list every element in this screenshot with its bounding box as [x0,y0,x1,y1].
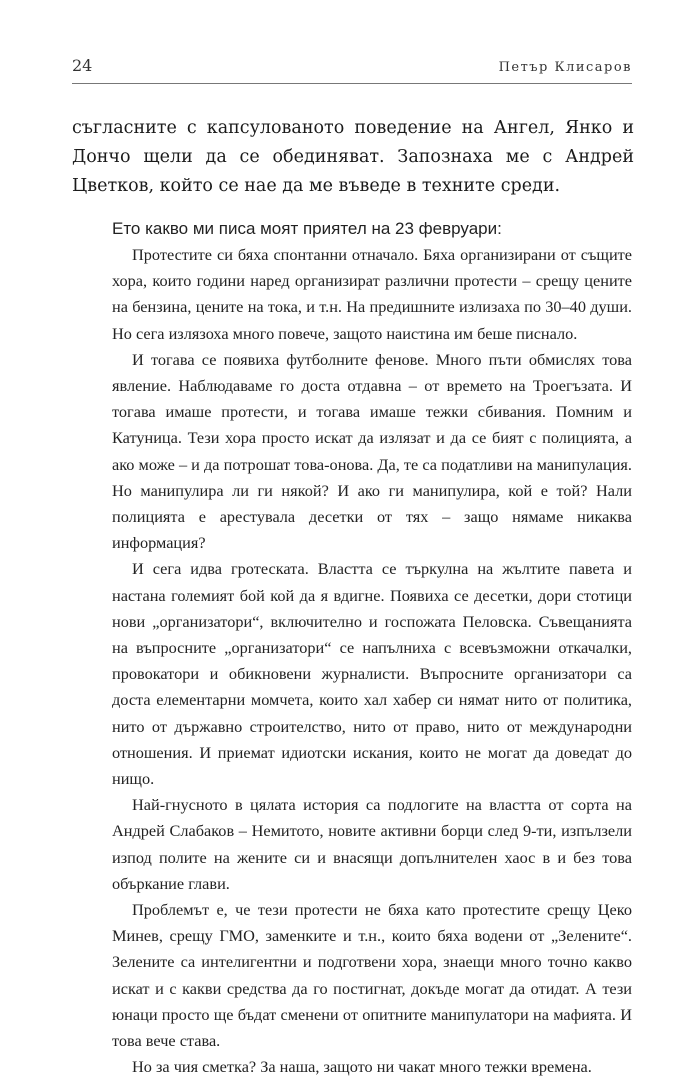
page-header [72,56,632,78]
letter-heading: Ето какво ми писа моят приятел на 23 февруари: [112,219,502,238]
running-head-author: Петър Клисаров [498,60,632,75]
header-rule [72,83,632,84]
intro-paragraph-block [72,114,634,201]
letter-paragraph: И сега идва гротеската. Властта се търкулна на жълтите павета и настана големият бой кой да я вдигне. Появиха се десетки, дори стотици нови „организатори“, включително и госпожата Пеловска. Съвещанията на въпросните „организатори“ се напълниха с всевъзможни откачалки, провокатори и обикновени журналисти. Въпросните организатори са доста елементарни момчета, които хал хабер си нямат нито от политика, нито от държавно строителство, нито от право, нито от международни отношения. И приемат идиотски искания, които не могат да доведат до нищо. [112,559,632,789]
letter-paragraph: И тогава се появиха футболните фенове. Много пъти обмислях това явление. Наблюдаваме го доста отдавна – от времето на Троегъзата. И тогава имаше протести, и тогава имаше тежки сбивания. Помним и Катуница. Тези хора просто искат да излязат и да се бият с полицията, а ако може – и да потрошат това-онова. Да, те са податливи на манипулация. Но манипулира ли ги някой? И ако ги манипулира, кой е той? Нали полицията е арестувала десетки от тях – защо нямаме никаква информация? [112,349,632,553]
page-number: 24 [72,56,93,75]
letter-paragraph: Но за чия сметка? За наша, защото ни чакат много тежки времена. [132,1057,592,1077]
intro-paragraph: съгласните с капсулованото поведение на Ангел, Янко и Дончо щели да се обединяват. Запознаха ме с Андрей Цветков, който се нае да ме въведе в техните среди. [72,118,634,196]
letter-paragraph: Най-гнусното в цялата история са подлогите на властта от сорта на Андрей Слабаков – Немитото, новите активни борци след 9-ти, изпълзели изпод полите на жените си и внасящи допълнителен хаос в и без това объркание глави. [112,795,632,893]
quoted-letter [112,242,632,1081]
letter-paragraph: Проблемът е, че тези протести не бяха като протестите срещу Цеко Минев, срещу ГМО, заменките и т.н., които бяха водени от „Зелените“. Зелените са интелигентни и подготвени хора, знаещи много точно какво искат и с какви средства да го постигнат, докъде могат да отидат. А тези юнаци просто ще бъдат сменени от опитните манипулатори на мафията. И това вече става. [112,900,632,1051]
letter-paragraph: Протестите си бяха спонтанни отначало. Бяха организирани от същите хора, които години наред организират различни протести – срещу цените на бензина, цените на тока, и т.н. На предишните излизаха по 30–40 души. Но сега излязоха много повече, защото наистина им беше писнало. [112,245,632,343]
